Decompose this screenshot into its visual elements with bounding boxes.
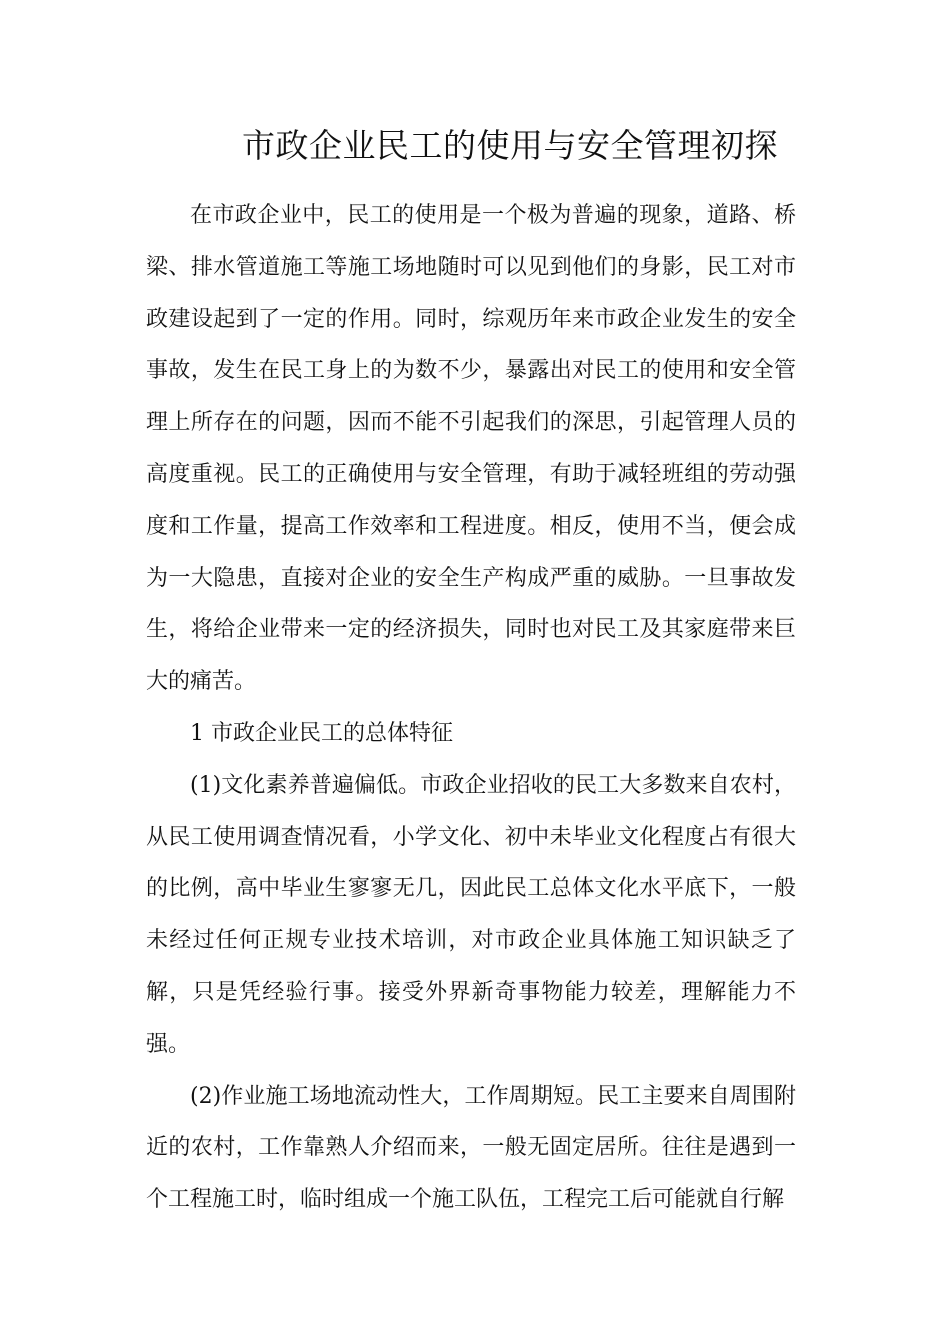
document-title: 市政企业民工的使用与安全管理初探: [242, 126, 778, 165]
section-heading: 1 市政企业民工的总体特征: [190, 720, 453, 746]
paragraph-point-2: (2)作业施工场地流动性大，工作周期短。民工主要来自周围附近的农村，工作靠熟人介绍而来，一般无固定居所。往往是遇到一个工程施工时，临时组成一个施工队伍，工程完工后可能就自行解: [146, 1083, 796, 1213]
paragraph-intro: 在市政企业中，民工的使用是一个极为普遍的现象，道路、桥梁、排水管道施工等施工场地随时可以见到他们的身影，民工对市政建设起到了一定的作用。同时，综观历年来市政企业发生的安全事故，发生在民工身上的为数不少，暴露出对民工的使用和安全管理上所存在的问题，因而不能不引起我们的深思，引起管理人员的高度重视。民工的正确使用与安全管理，有助于减轻班组的劳动强度和工作量，提高工作效率和工程进度。相反，使用不当，便会成为一大隐患，直接对企业的安全生产构成严重的威胁。一旦事故发生，将给企业带来一定的经济损失，同时也对民工及其家庭带来巨大的痛苦。: [146, 203, 796, 695]
paragraph-point-1: (1)文化素养普遍偏低。市政企业招收的民工大多数来自农村，从民工使用调查情况看，小学文化、初中未毕业文化程度占有很大的比例，高中毕业生寥寥无几，因此民工总体文化水平底下，一般未经过任何正规专业技术培训，对市政企业具体施工知识缺乏了解，只是凭经验行事。接受外界新奇事物能力较差，理解能力不强。: [146, 772, 796, 1057]
document-body: [146, 190, 796, 1226]
